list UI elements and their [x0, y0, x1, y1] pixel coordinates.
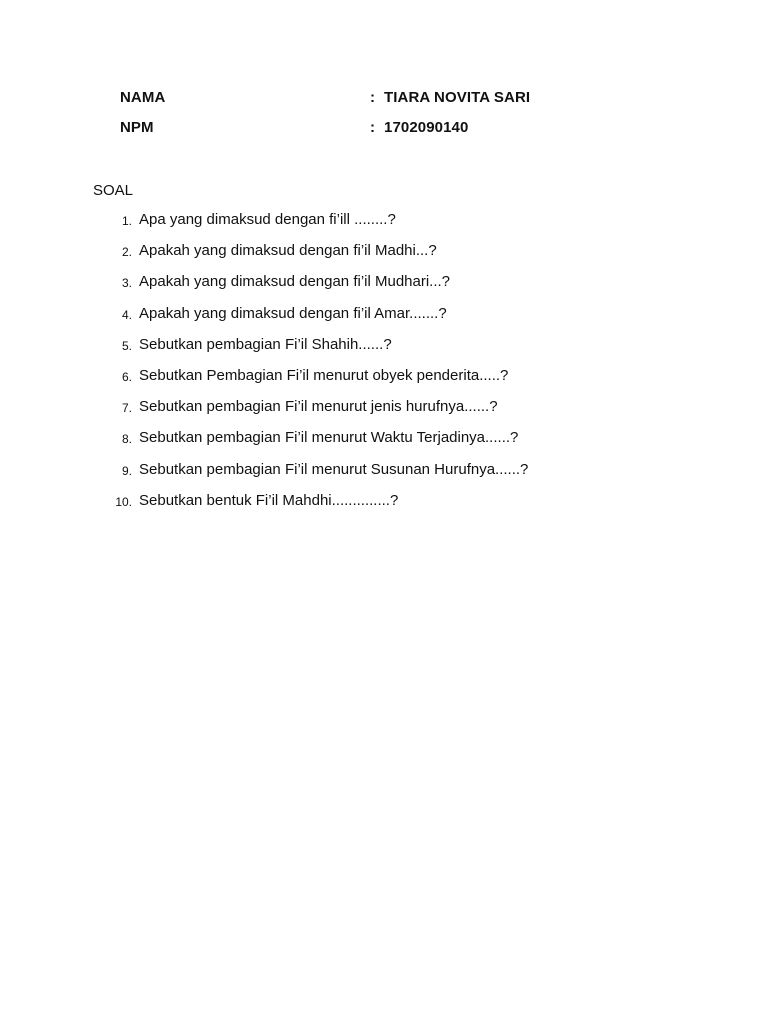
- question-text: Sebutkan pembagian Fi’il menurut Susunan Hurufnya......?: [139, 460, 529, 478]
- name-colon: :: [370, 89, 376, 106]
- question-item: [100, 242, 740, 273]
- npm-colon: :: [370, 119, 376, 136]
- question-text: Apa yang dimaksud dengan fi’ill ........?: [139, 211, 396, 228]
- question-number: 5.: [121, 338, 132, 353]
- question-item: [100, 305, 740, 336]
- npm-label: NPM: [120, 119, 154, 136]
- question-text: Sebutkan Pembagian Fi’il menurut obyek penderita.....?: [139, 366, 509, 384]
- question-text: Apakah yang dimaksud dengan fi’il Mudhari...?: [139, 273, 451, 291]
- question-text: Sebutkan bentuk Fi’il Mahdhi..............?: [139, 491, 399, 509]
- question-number: 7.: [121, 401, 132, 416]
- question-text: Sebutkan pembagian Fi’il menurut jenis hurufnya......?: [139, 398, 498, 416]
- question-item: [100, 398, 740, 429]
- question-item: [100, 273, 740, 304]
- npm-row: [120, 119, 680, 141]
- name-label: NAMA: [120, 89, 166, 106]
- question-item: [100, 461, 740, 492]
- question-item: [100, 336, 740, 367]
- question-text: Apakah yang dimaksud dengan fi’il Madhi...?: [139, 242, 437, 260]
- question-number: 10.: [115, 494, 132, 509]
- question-text: Sebutkan pembagian Fi’il Shahih......?: [139, 335, 392, 353]
- question-number: 8.: [121, 432, 132, 447]
- question-number: 2.: [121, 245, 132, 260]
- question-list: [100, 211, 740, 523]
- question-text: Sebutkan pembagian Fi’il menurut Waktu Terjadinya......?: [139, 429, 519, 447]
- question-number: 4.: [121, 307, 132, 322]
- soal-heading: SOAL: [93, 182, 134, 199]
- question-item: [100, 492, 740, 523]
- question-number: 9.: [121, 463, 132, 478]
- question-number: 1.: [121, 214, 132, 228]
- question-item: [100, 211, 740, 242]
- npm-value: 1702090140: [384, 119, 469, 136]
- question-number: 6.: [121, 369, 132, 384]
- name-value: TIARA NOVITA SARI: [384, 89, 531, 106]
- question-number: 3.: [121, 276, 132, 291]
- question-item: [100, 429, 740, 460]
- name-row: [120, 89, 680, 111]
- question-item: [100, 367, 740, 398]
- question-text: Apakah yang dimaksud dengan fi’il Amar.......?: [139, 304, 447, 322]
